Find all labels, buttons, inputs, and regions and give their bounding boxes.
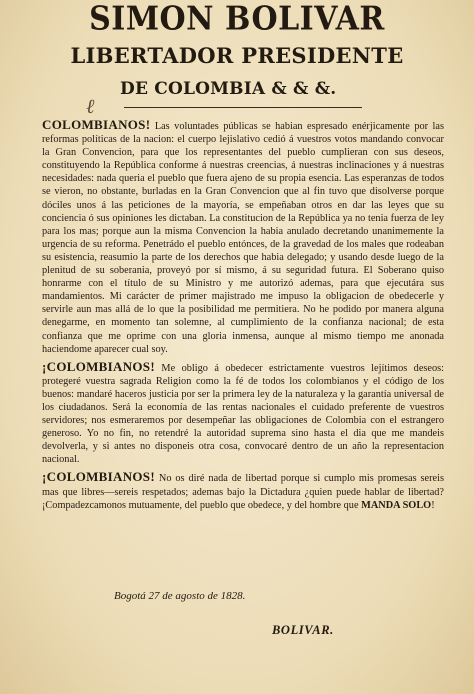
title-line-2: LIBERTADOR PRESIDENTE bbox=[70, 43, 404, 68]
ink-flourish-icon: ℓ bbox=[86, 94, 95, 118]
title-line-1: SIMON BOLIVAR bbox=[89, 0, 385, 39]
header-divider bbox=[124, 107, 362, 108]
signature: BOLIVAR. bbox=[272, 623, 334, 637]
paragraph-3-emphasis: MANDA SOLO bbox=[361, 499, 432, 511]
paragraph-3-tail: ! bbox=[431, 499, 435, 511]
paragraph-1-lead: COLOMBIANOS! bbox=[42, 117, 151, 132]
paragraph-2 bbox=[42, 360, 444, 467]
date-line: Bogotá 27 de agosto de 1828. bbox=[114, 590, 246, 602]
paragraph-1 bbox=[42, 118, 444, 356]
paragraph-2-lead: ¡COLOMBIANOS! bbox=[42, 358, 155, 374]
title-line-3: DE COLOMBIA & & &. bbox=[120, 79, 337, 99]
paragraph-1-text: Las voluntades públicas se habian espresado enérjicamente por las reformas políticas de la nacion: el cuerpo lejislativo cedió á vuestros votos mandando convocar la Gran Convencion, para que los representantes del pueblo cumplieran con sus deseos, constituyendo la República conforme á nuestras creencias, á nuestras inclinaciones y á nuestras necesidades: nada queria el pueblo que fuera ajeno de su propia esencia. Las esperanzas de todos se vieron, no obstante, burladas en la Gran Convencion que al fin tuvo que disolverse porque dóciles unos á las peticiones de la mayoría, se empeñaban otros en dar las leyes que su conciencia ó sus opiniones les dictaban. La constitucion de la República ya no tenia fuerza de ley para los mas; porque aun la misma Convencion la habia anulado decretando unanimemente la urgencia de su reforma. Penetrádo el pueblo entónces, de la gravedad de los males que rodeaban su esistencia, reasumio la parte de los derechos que habia delegado; y usando desde luego de la plenitud de su soberania, proveyó por sí mismo, á su seguridad futura. El Soberano quiso honrarme con el título de su Ministro y me autorizó ademas, para que ejecutára sus mandamientos. Mi carácter de primer majistrado me impuso la obligacion de obedecerle y servirle aun mas allá de lo que la posibilidad me permitiera. No he podido por manera alguna denegarme, en momento tan solemne, al cumplimiento de la confianza nacional; de esta confianza que me oprime con una gloria inmensa, aunque al mismo tiempo me anonada haciendome aparecer cual soy. bbox=[42, 121, 444, 355]
paragraph-3 bbox=[42, 470, 444, 511]
proclamation-body bbox=[42, 118, 444, 516]
paragraph-2-text: Me obligo á obedecer estrictamente vuestros lejítimos deseos: protegeré vuestra sagrada Religion como la fé de todos los colombianos y el código de los buenos: mandaré haceros justicia por ser la primera ley de la naturaleza y la garantía universal de los ciudadanos. Será la economía de las rentas nacionales el cuidado preferente de vuestros servidores; nos esmeraremos por desempeñar las obligaciones de Colombia con el estrangero generoso. Yo no fin, no retendré la autoridad suprema sino hasta el dia que me mandeis devolverla, y si antes no disponeis otra cosa, convocaré dentro de un año la representacion nacional. bbox=[42, 362, 444, 466]
paragraph-3-text: No os diré nada de libertad porque si cumplo mis promesas sereis mas que libres—sereis respetados; ademas bajo la Dictadura ¿quien puede hablar de libertad? ¡Compadezcamonos mutuamente, del pueblo que obedece, y del hombre que bbox=[42, 473, 444, 511]
paragraph-3-lead: ¡COLOMBIANOS! bbox=[42, 469, 155, 485]
